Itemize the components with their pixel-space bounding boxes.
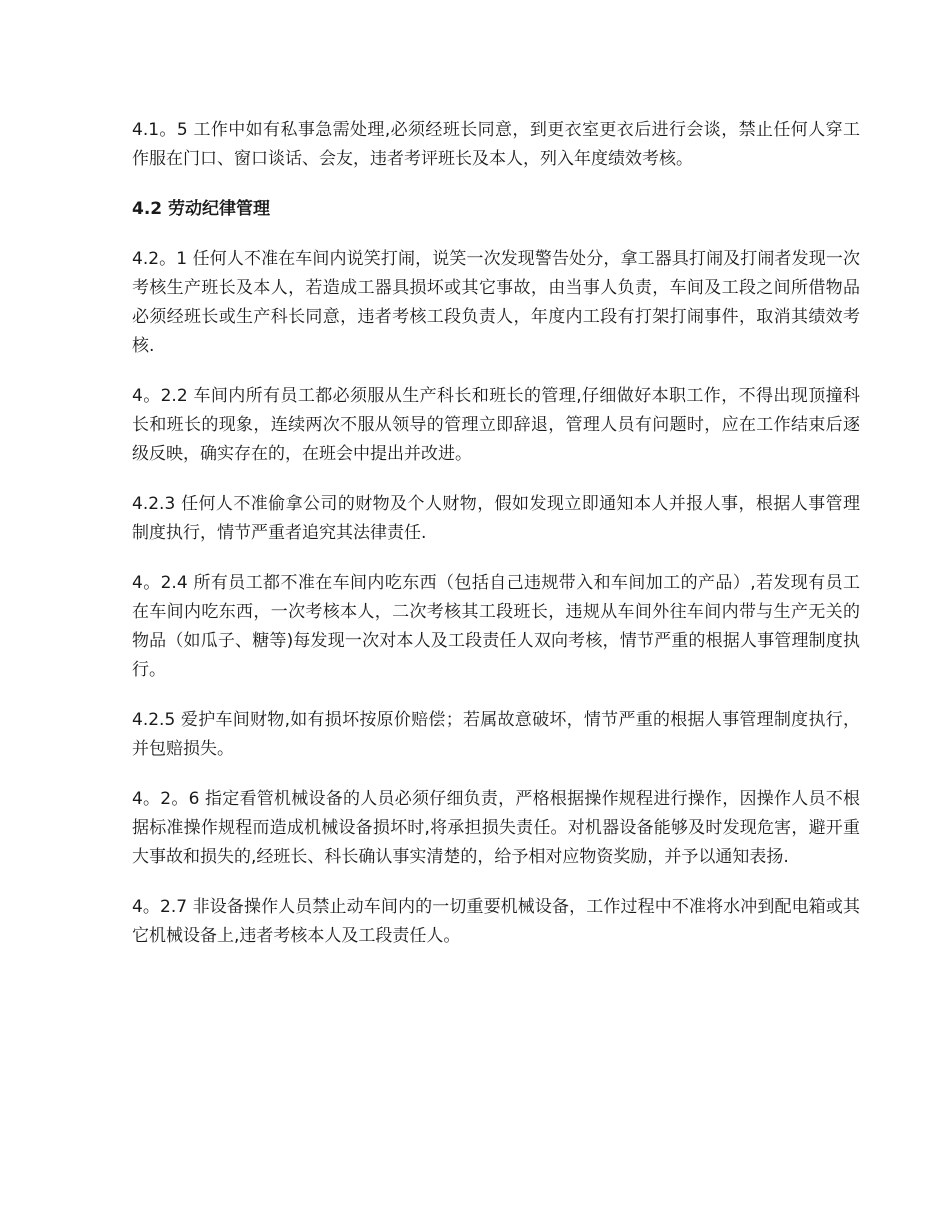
paragraph-4-2-7: 4。2.7 非设备操作人员禁止动车间内的一切重要机械设备，工作过程中不准将水冲到配电箱或其它机械设备上,违者考核本人及工段责任人。 <box>132 897 860 946</box>
paragraph-4-2-3: 4.2.3 任何人不准偷拿公司的财物及个人财物，假如发现立即通知本人并报人事，根据人事管理制度执行，情节严重者追究其法律责任. <box>132 494 860 543</box>
section-heading-4-2: 4.2 劳动纪律管理 <box>132 199 271 219</box>
paragraph-4-1-5: 4.1。5 工作中如有私事急需处理,必须经班长同意，到更衣室更衣后进行会谈，禁止任何人穿工作服在门口、窗口谈话、会友，违者考评班长及本人，列入年度绩效考核。 <box>132 120 860 169</box>
paragraph-4-2-2: 4。2.2 车间内所有员工都必须服从生产科长和班长的管理,仔细做好本职工作，不得出现顶撞科长和班长的现象，连续两次不服从领导的管理立即辞退，管理人员有问题时，应在工作结束后逐级反映，确实存在的，在班会中提出并改进。 <box>132 386 860 464</box>
document-body <box>132 116 860 972</box>
paragraph-4-2-5: 4.2.5 爱护车间财物,如有损坏按原价赔偿；若属故意破坏，情节严重的根据人事管理制度执行，并包赔损失。 <box>132 710 860 759</box>
paragraph-4-2-6: 4。2。6 指定看管机械设备的人员必须仔细负责，严格根据操作规程进行操作，因操作人员不根据标准操作规程而造成机械设备损坏时,将承担损失责任。对机器设备能够及时发现危害，避开重大事故和损失的,经班长、科长确认事实清楚的，给予相对应物资奖励，并予以通知表扬. <box>132 789 860 867</box>
paragraph-4-2-4: 4。2.4 所有员工都不准在车间内吃东西（包括自己违规带入和车间加工的产品）,若发现有员工在车间内吃东西，一次考核本人，二次考核其工段班长，违规从车间外往车间内带与生产无关的物品（如瓜子、糖等)每发现一次对本人及工段责任人双向考核，情节严重的根据人事管理制度执行。 <box>132 573 860 680</box>
paragraph-4-2-1: 4.2。1 任何人不准在车间内说笑打闹，说笑一次发现警告处分，拿工器具打闹及打闹者发现一次考核生产班长及本人，若造成工器具损坏或其它事故，由当事人负责，车间及工段之间所借物品必须经班长或生产科长同意，违者考核工段负责人，年度内工段有打架打闹事件，取消其绩效考核. <box>132 249 860 356</box>
